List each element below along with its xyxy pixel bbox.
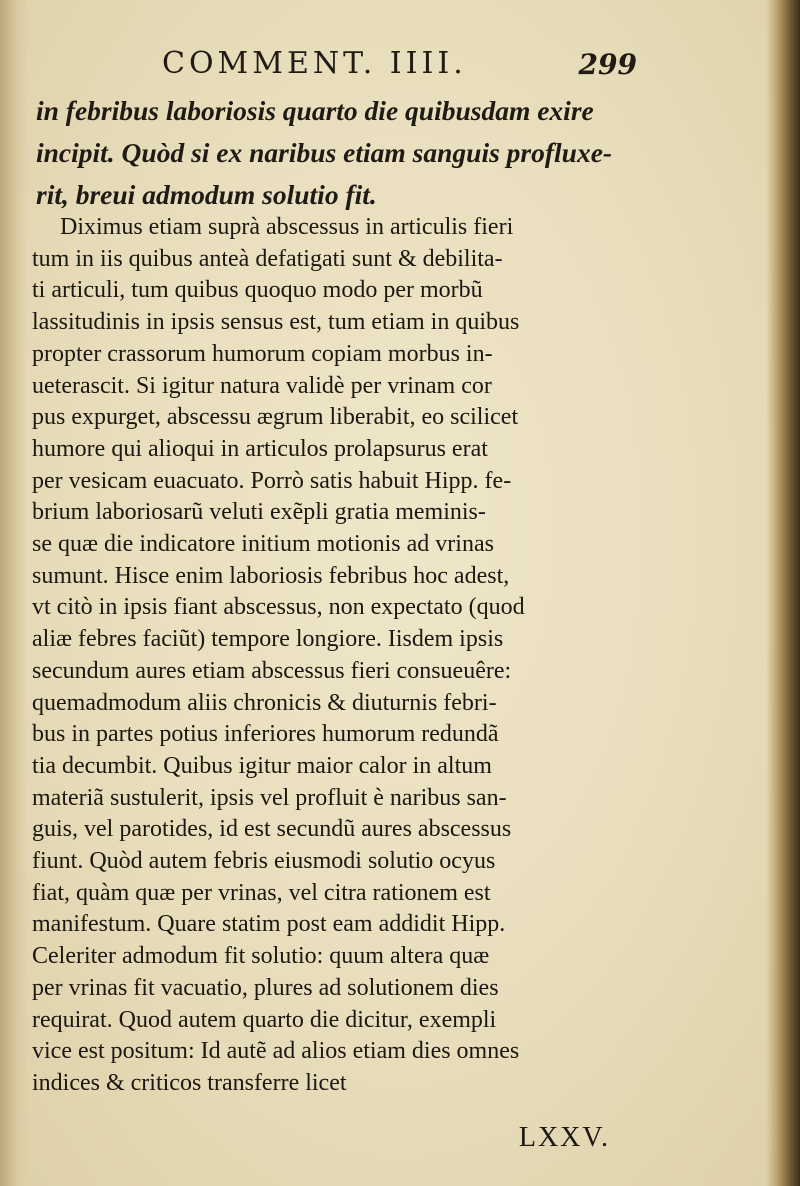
text-line: ti articuli, tum quibus quoquo modo per morbũ <box>32 277 483 304</box>
text-line: requirat. Quod autem quarto die dicitur, exempli <box>32 1006 497 1033</box>
text-line: propter crassorum humorum copiam morbus in- <box>32 340 493 367</box>
text-line: materiã sustulerit, ipsis vel profluit è naribus san- <box>32 784 507 811</box>
text-line: bus in partes potius inferiores humorum redundã <box>32 721 499 748</box>
lemma-line: rit, breui admodum solutio fit. <box>36 179 377 210</box>
text-line: vt citò in ipsis fiant abscessus, non expectato (quod <box>32 594 525 621</box>
text-line: per vesicam euacuato. Porrò satis habuit Hipp. fe- <box>32 467 512 494</box>
text-line: quemadmodum aliis chronicis & diuturnis febri- <box>32 689 497 716</box>
page-number: 299 <box>578 48 637 81</box>
lemma-italic-block <box>36 90 636 216</box>
page-fore-edge <box>766 0 800 1186</box>
text-line: tum in iis quibus anteà defatigati sunt & debilita- <box>32 245 503 272</box>
lemma-line: in febribus laboriosis quarto die quibusdam exire <box>36 95 594 126</box>
text-line: ueterascit. Si igitur natura validè per vrinam cor <box>32 372 492 399</box>
lemma-line: incipit. Quòd si ex naribus etiam sanguis profluxe- <box>36 137 613 168</box>
text-line: se quæ die indicatore initium motionis ad vrinas <box>32 531 494 558</box>
text-line: Diximus etiam suprà abscessus in articulis fieri <box>60 214 514 240</box>
text-line: guis, vel parotides, id est secundũ aures abscessus <box>32 816 512 843</box>
text-line: brium laboriosarũ veluti exẽpli gratia meminis- <box>32 499 486 526</box>
text-line: secundum aures etiam abscessus fieri consueuêre: <box>32 657 512 684</box>
text-line: per vrinas fit vacuatio, plures ad solutionem dies <box>32 974 499 1001</box>
text-line: tia decumbit. Quibus igitur maior calor in altum <box>32 752 492 779</box>
text-line: aliæ febres faciũt) tempore longiore. Iisdem ipsis <box>32 626 504 653</box>
commentary-text <box>32 212 632 1100</box>
text-line: indices & criticos transferre licet <box>32 1069 347 1096</box>
text-line: pus expurget, abscessu ægrum liberabit, eo scilicet <box>32 404 519 431</box>
text-line: humore qui alioqui in articulos prolapsurus erat <box>32 435 488 462</box>
text-line: vice est positum: Id autẽ ad alios etiam dies omnes <box>32 1038 520 1065</box>
text-line: Celeriter admodum fit solutio: quum altera quæ <box>32 943 490 970</box>
page-gutter-shadow <box>0 0 28 1186</box>
running-header <box>150 44 637 88</box>
text-line: sumunt. Hisce enim laboriosis febribus hoc adest, <box>32 562 510 589</box>
text-line: fiunt. Quòd autem febris eiusmodi solutio ocyus <box>32 848 496 875</box>
text-line: fiat, quàm quæ per vrinas, vel citra rationem est <box>32 879 491 906</box>
text-line: manifestum. Quare statim post eam addidit Hipp. <box>32 911 506 938</box>
signature-mark: LXXV. <box>518 1122 610 1153</box>
text-line: lassitudinis in ipsis sensus est, tum etiam in quibus <box>32 309 520 336</box>
running-title: COMMENT. IIII. <box>162 46 467 81</box>
